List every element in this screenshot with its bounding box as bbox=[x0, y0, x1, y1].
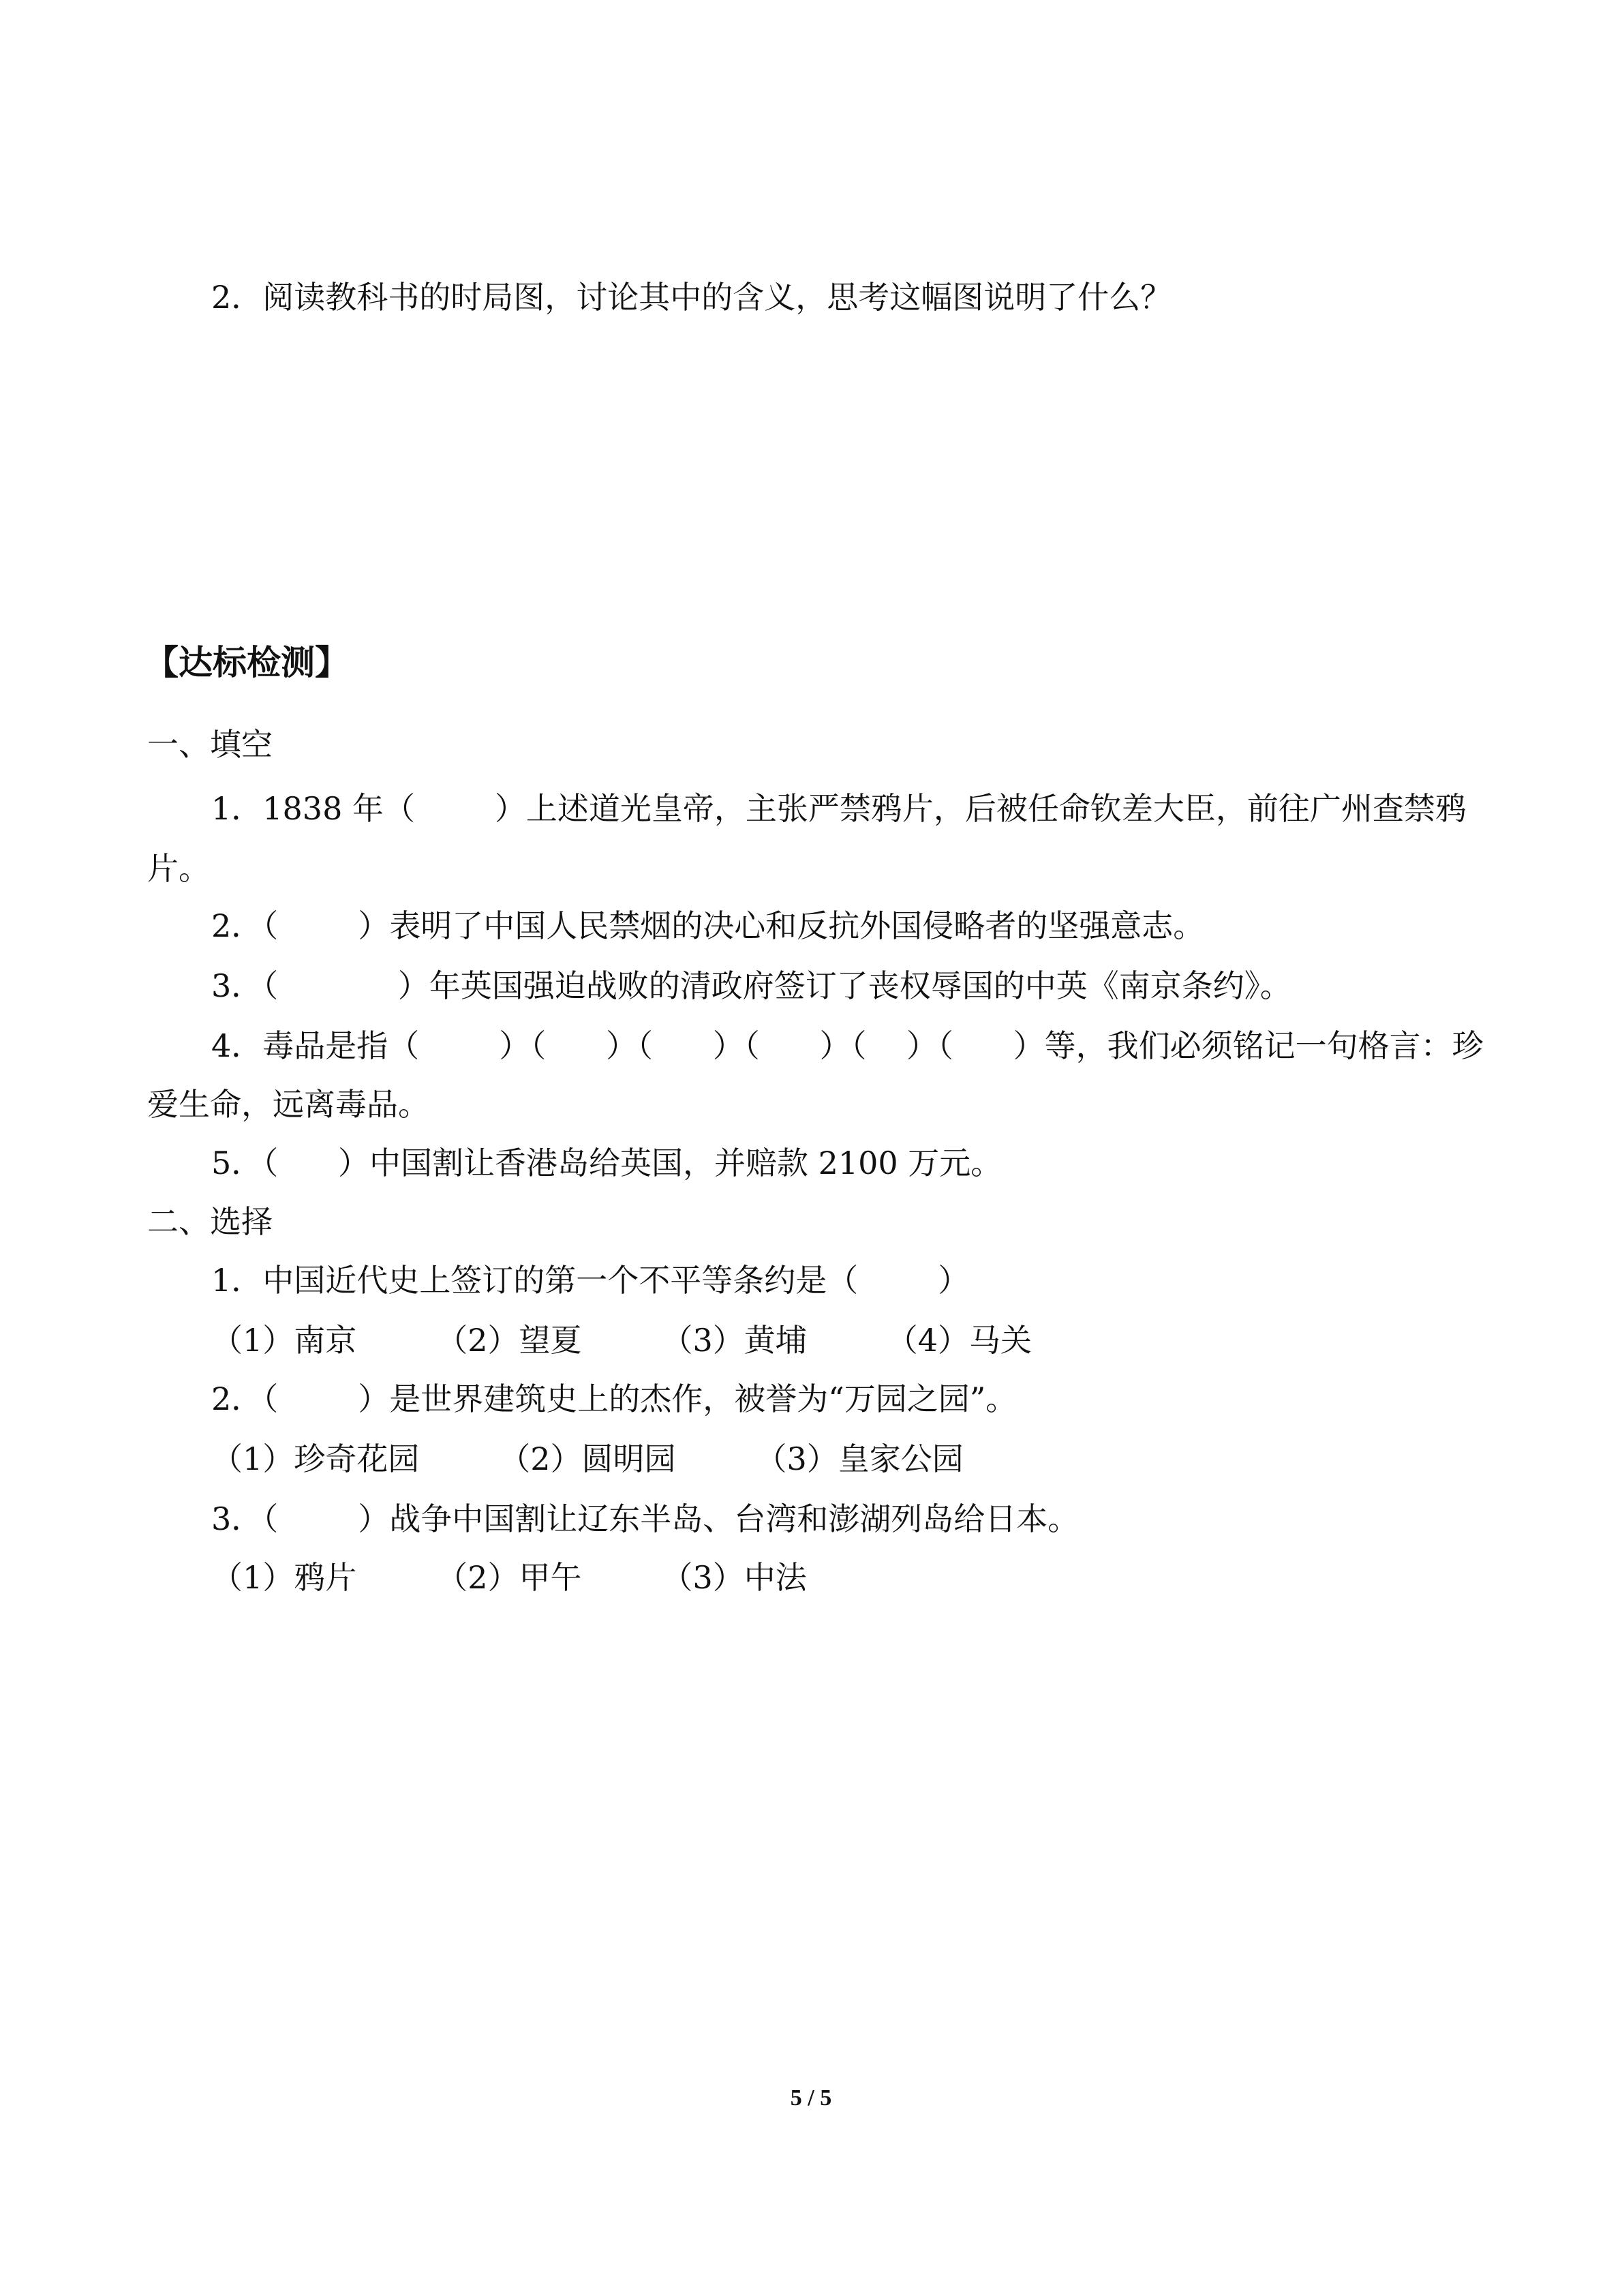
fill-question-4-line1: 4．毒品是指（ ）（ ）（ ）（ ）（ ）（ ）等，我们必须铭记一句格言：珍 bbox=[211, 1027, 1484, 1064]
choice-question-1: 1．中国近代史上签订的第一个不平等条约是（ ） bbox=[211, 1262, 970, 1299]
choice-question-3-options: （1）鸦片 （2）甲午 （3）中法 bbox=[211, 1559, 807, 1596]
page-number: 5 / 5 bbox=[790, 2085, 832, 2111]
fill-question-1-line2: 片。 bbox=[147, 850, 210, 887]
choice-question-2-options: （1）珍奇花园 （2）圆明园 （3）皇家公园 bbox=[211, 1440, 964, 1477]
part2-title: 二、选择 bbox=[147, 1203, 273, 1240]
choice-question-2: 2．（ ）是世界建筑史上的杰作，被誉为“万园之园”。 bbox=[211, 1380, 1017, 1417]
choice-question-3: 3．（ ）战争中国割让辽东半岛、台湾和澎湖列岛给日本。 bbox=[211, 1500, 1080, 1537]
fill-question-4-line2: 爱生命，远离毒品。 bbox=[147, 1086, 429, 1123]
section-heading: 【达标检测】 bbox=[144, 643, 349, 682]
fill-question-2: 2．（ ）表明了中国人民禁烟的决心和反抗外国侵略者的坚强意志。 bbox=[211, 907, 1205, 944]
fill-question-5: 5．（ ）中国割让香港岛给英国，并赔款 2100 万元。 bbox=[211, 1145, 1003, 1181]
fill-question-3: 3．（ ）年英国强迫战败的清政府签订了丧权辱国的中英《南京条约》。 bbox=[211, 967, 1291, 1004]
choice-question-1-options: （1）南京 （2）望夏 （3）黄埔 （4）马关 bbox=[211, 1322, 1032, 1359]
part1-title: 一、填空 bbox=[147, 726, 273, 763]
fill-question-1-line1: 1．1838 年（ ）上述道光皇帝，主张严禁鸦片，后被任命钦差大臣，前往广州查禁鸦 bbox=[211, 790, 1467, 827]
intro-question: 2．阅读教科书的时局图，讨论其中的含义，思考这幅图说明了什么？ bbox=[211, 279, 1172, 316]
